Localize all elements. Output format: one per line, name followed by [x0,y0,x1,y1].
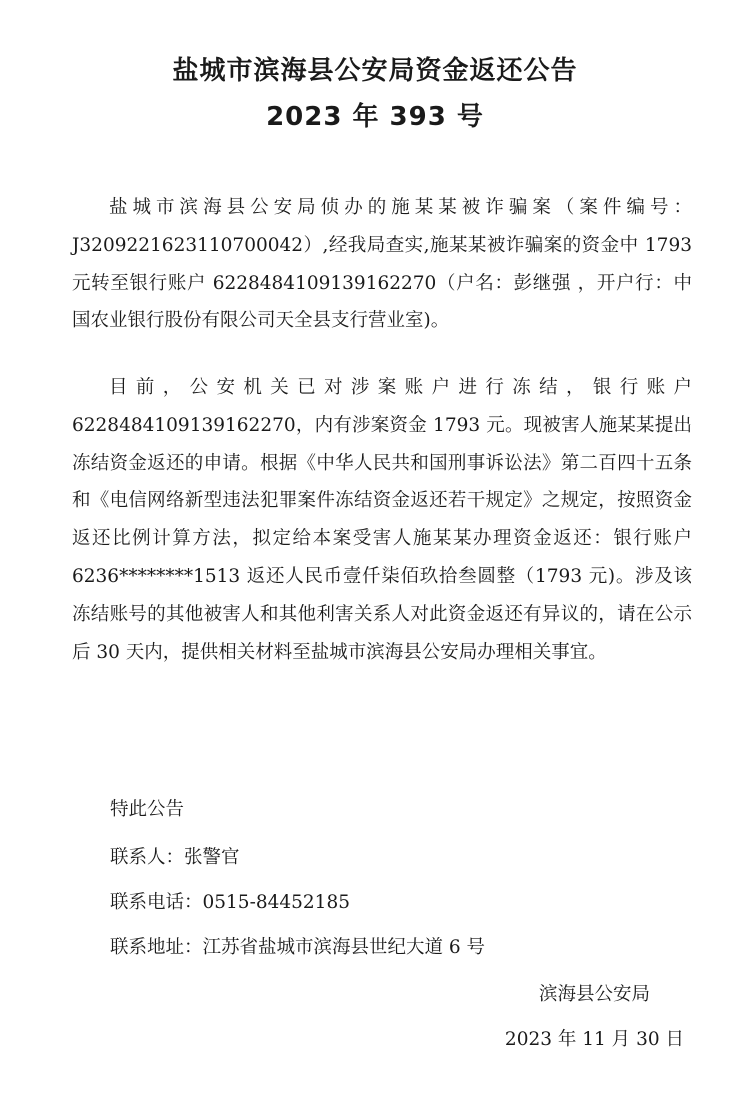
notice-number: 2023 年 393 号 [266,102,484,132]
contact-person: 联系人：张警官 [110,847,240,868]
issuer-name: 滨海县公安局 [538,984,650,1005]
paragraph-case-details: 盐城市滨海县公安局侦办的施某某被诈骗案（案件编号：J3209221623110700042）,经我局查实,施某某被诈骗案的资金中 1793 元转至银行账户 6228484109139162270（户名：彭继强 ，开户行：中国农业银行股份有限公司天全县支行营业室)。 [72,197,692,332]
issue-date: 2023 年 11 月 30 日 [504,1029,684,1050]
contact-phone: 联系电话：0515-84452185 [110,892,350,913]
closing-text: 特此公告 [110,799,185,820]
notice-title: 盐城市滨海县公安局资金返还公告 [172,56,578,86]
paragraph-refund-details: 目前，公安机关已对涉案账户进行冻结，银行账户 6228484109139162270，内有涉案资金 1793 元。现被害人施某某提出冻结资金返还的申请。根据《中华人民共和国刑事诉讼法》第二百四十五条和《电信网络新型违法犯罪案件冻结资金返还若干规定》之规定，按照资金返还比例计算方法，拟定给本案受害人施某某办理资金返还：银行账户 6236********1513 返还人民币壹仟柒佰玖拾叁圆整（1793 元)。涉及该冻结账号的其他被害人和其他利害关系人对此资金返还有异议的，请在公示后 30 天内，提供相关材料至盐城市滨海县公安局办理相关事宜。 [72,377,692,663]
contact-address: 联系地址：江苏省盐城市滨海县世纪大道 6 号 [110,937,486,958]
